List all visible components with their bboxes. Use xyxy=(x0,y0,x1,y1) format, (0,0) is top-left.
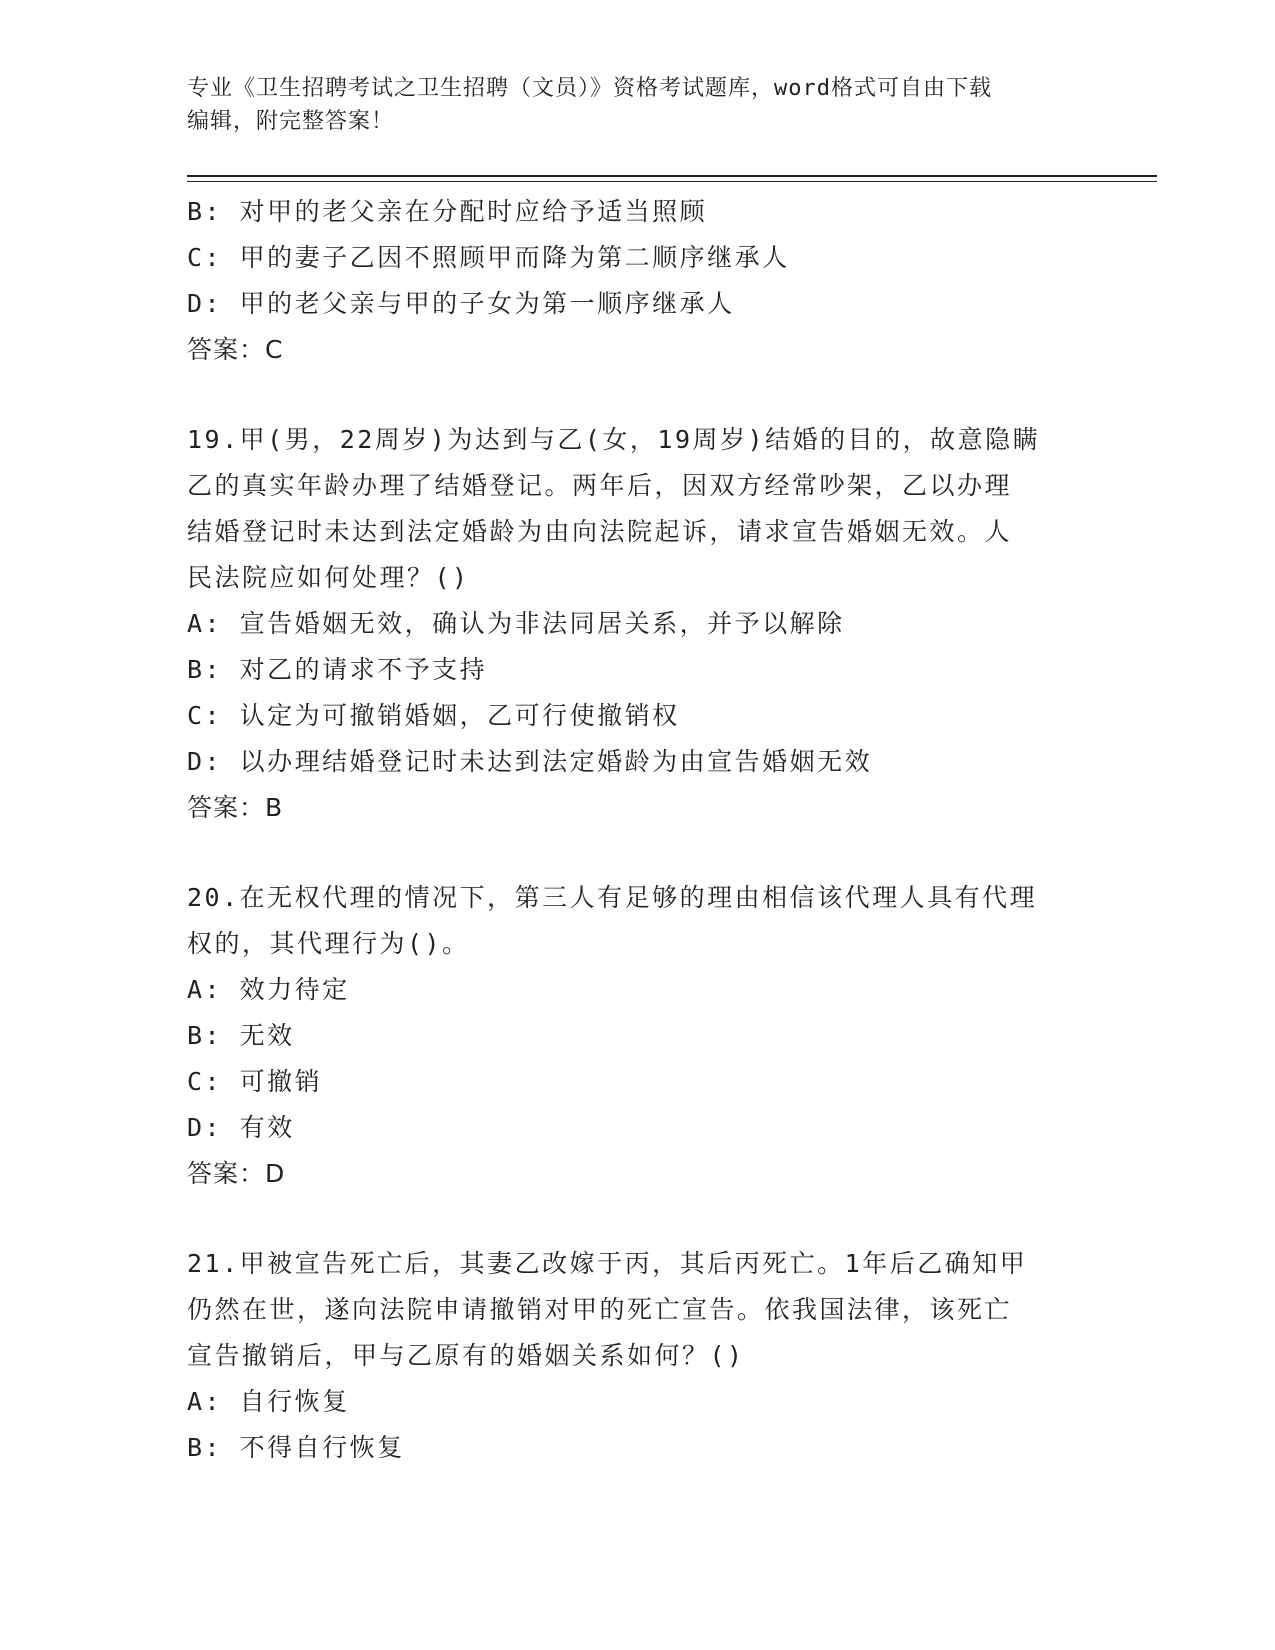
option-b: B: 无效 xyxy=(187,1021,295,1050)
question-21 xyxy=(187,1241,1087,1471)
option-d: D: 以办理结婚登记时未达到法定婚龄为由宣告婚姻无效 xyxy=(187,747,873,776)
option-b: B: 对甲的老父亲在分配时应给予适当照顾 xyxy=(187,197,708,226)
document-header xyxy=(187,72,1087,138)
option-d: D: 甲的老父亲与甲的子女为第一顺序继承人 xyxy=(187,289,735,318)
question-text-line: 19.甲(男，22周岁)为达到与乙(女，19周岁)结婚的目的，故意隐瞒 xyxy=(187,425,1041,454)
question-text-line: 乙的真实年龄办理了结婚登记。两年后，因双方经常吵架，乙以办理 xyxy=(187,471,1013,500)
question-text-line: 民法院应如何处理？() xyxy=(187,563,470,592)
option-b: B: 对乙的请求不予支持 xyxy=(187,655,488,684)
question-20 xyxy=(187,875,1087,1197)
question-19 xyxy=(187,417,1087,831)
header-title-line-2: 编辑，附完整答案！ xyxy=(187,109,395,134)
question-18-continued xyxy=(187,189,1087,373)
option-a: A: 宣告婚姻无效，确认为非法同居关系，并予以解除 xyxy=(187,609,845,638)
answer-line: 答案：B xyxy=(187,793,284,822)
option-a: A: 自行恢复 xyxy=(187,1387,350,1416)
spacer xyxy=(187,831,1087,875)
answer-line: 答案：C xyxy=(187,335,284,364)
header-title-line: 专业《卫生招聘考试之卫生招聘（文员）》资格考试题库，word格式可自由下载 xyxy=(187,76,992,101)
option-b: B: 不得自行恢复 xyxy=(187,1433,405,1462)
question-text-line: 结婚登记时未达到法定婚龄为由向法院起诉，请求宣告婚姻无效。人 xyxy=(187,517,1013,546)
question-text-line: 仍然在世，遂向法院申请撤销对甲的死亡宣告。依我国法律，该死亡 xyxy=(187,1295,1013,1324)
option-c: C: 可撤销 xyxy=(187,1067,323,1096)
question-text-line: 权的，其代理行为()。 xyxy=(187,929,470,958)
question-text-line: 21.甲被宣告死亡后，其妻乙改嫁于丙，其后丙死亡。1年后乙确知甲 xyxy=(187,1249,1028,1278)
option-a: A: 效力待定 xyxy=(187,975,350,1004)
option-d: D: 有效 xyxy=(187,1113,295,1142)
spacer xyxy=(187,373,1087,417)
question-text-line: 宣告撤销后，甲与乙原有的婚姻关系如何？() xyxy=(187,1341,745,1370)
question-text-line: 20.在无权代理的情况下，第三人有足够的理由相信该代理人具有代理 xyxy=(187,883,1038,912)
header-divider-thick xyxy=(187,175,1157,177)
option-c: C: 甲的妻子乙因不照顾甲而降为第二顺序继承人 xyxy=(187,243,790,272)
question-list xyxy=(187,189,1087,1471)
answer-line: 答案：D xyxy=(187,1159,286,1188)
spacer xyxy=(187,1197,1087,1241)
header-divider-thin xyxy=(187,181,1157,182)
option-c: C: 认定为可撤销婚姻，乙可行使撤销权 xyxy=(187,701,680,730)
